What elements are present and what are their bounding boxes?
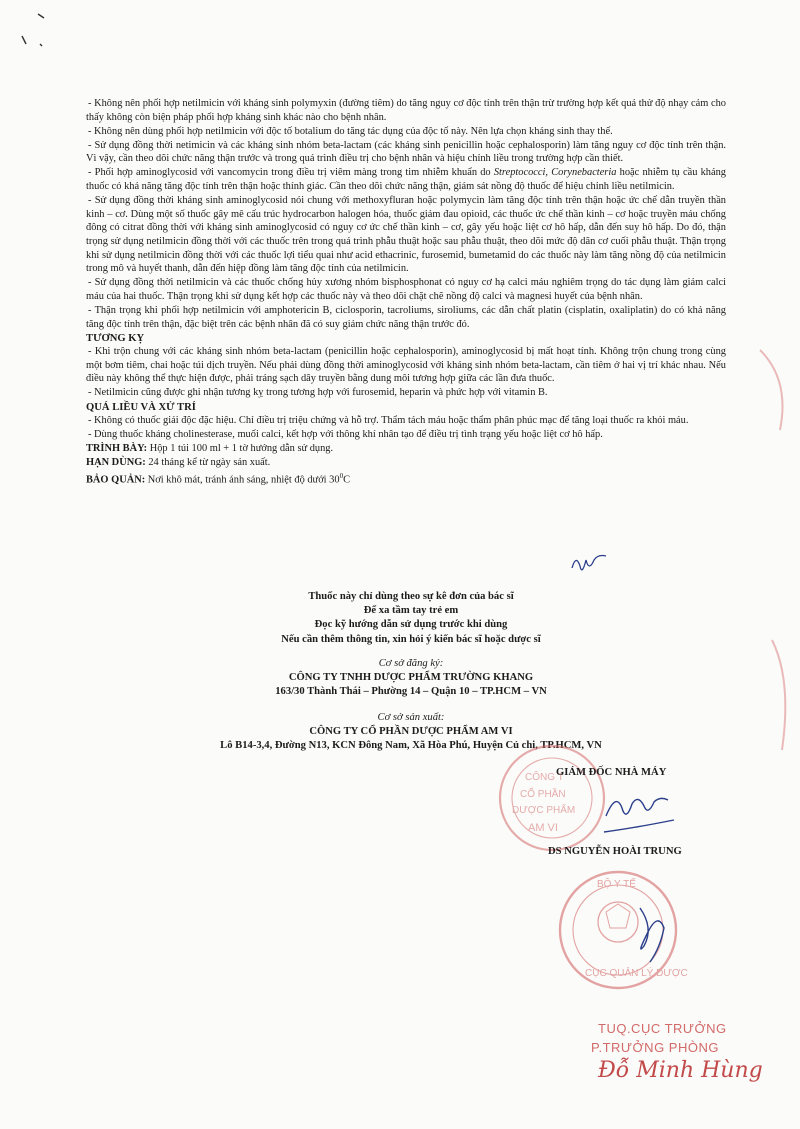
- incompatibility-beta-lactam: - Khi trộn chung với các kháng sinh nhóm beta-lactam (penicillin hoặc cephalosporin), aminoglycosid bị mất hoạt tính. Không trộn chung trong cùng một bơm tiêm, chai hoặc túi dịch truyền. Nếu phải dùng đồng thời aminoglycosid với kháng sinh nhóm beta-lactam, cần tiêm ở hai vị trí khác nhau. Nếu điều này không thể thực hiện được, phải tráng sạch dây truyền bằng dung môi tương hợp giữa các lần đưa thuốc.: [86, 346, 726, 385]
- interaction-polymyxin: - Không nên phối hợp netilmicin với kháng sinh polymyxin (đường tiêm) do tăng nguy cơ độc tính trên thận trừ trường hợp kết quả thử độ nhạy cảm cho thấy không còn biện pháp phối hợp kháng sinh khác nào cho bệnh nhân.: [86, 98, 726, 123]
- manufacturer-label: Cơ sở sản xuất:: [377, 712, 445, 723]
- svg-text:CÔNG T: CÔNG T: [525, 772, 564, 783]
- svg-text:CỤC QUẢN LÝ DƯỢC: CỤC QUẢN LÝ DƯỢC: [585, 968, 688, 979]
- director-signature: [604, 798, 674, 832]
- factory-director-name: DS NGUYỄN HOÀI TRUNG: [548, 846, 682, 857]
- interaction-methoxyfluran: - Sử dụng đồng thời kháng sinh aminoglycosid nói chung với methoxyfluran hoặc polymycin làm tăng độc tính trên thận hoặc ức chế dẫn truyền thần kinh – cơ. Dùng một số thuốc gây mê cấu trúc hydrocarbon halogen hóa, thuốc giảm đau opioid, các thuốc ức chế thần kinh – cơ hoặc truyền máu chống đông có citrat đồng thời với kháng sinh aminoglycosid có nguy cơ ức chế thần kinh – cơ, gây yếu hoặc liệt cơ hô hấp, dẫn đến suy hô hấp. Do đó, thận trọng sử dụng netilmicin đồng thời với các thuốc trên trong quá trình phẫu thuật hoặc sau phẫu thuật, theo dõi mức độ dãn cơ cuối phẫu thuật. Thận trọng khi sử dụng netilmicin đồng thời với các thuốc lợi tiểu quai như acid ethacrinic, furosemid, bumetamid do các thuốc này làm tăng nồng độ của netilmicin trong mô và huyết thanh, dẫn đến hiệp đồng làm tăng độc tính của netilmicin.: [86, 195, 726, 275]
- agency-stamp: [560, 872, 688, 988]
- svg-text:BỘ Y TẾ: BỘ Y TẾ: [597, 879, 636, 890]
- interaction-beta-lactam: - Sử dụng đồng thời netimicin và các kháng sinh nhóm beta-lactam (các kháng sinh penicillin hoặc cephalosporin) làm tăng nguy cơ độc tính trên thận. Vì vậy, cần theo dõi chức năng thận trước và trong quá trình điều trị cho bệnh nhân và hiệu chỉnh liều trong trường hợp cần thiết.: [86, 139, 726, 165]
- registrant-label: Cơ sở đăng ký:: [378, 658, 444, 669]
- overdose-no-antidote: - Không có thuốc giải độc đặc hiệu. Chỉ điều trị triệu chứng và hỗ trợ. Thẩm tách máu hoặc thẩm phân phúc mạc để tăng loại thuốc ra khỏi máu.: [88, 415, 689, 427]
- heading-qua-lieu: QUÁ LIỀU VÀ XỬ TRÍ: [86, 401, 196, 413]
- approval-name: Đỗ Minh Hùng: [598, 1058, 763, 1083]
- heading-tuong-ky: TƯƠNG KỴ: [86, 332, 145, 344]
- prescription-notice: Thuốc này chỉ dùng theo sự kê đơn của bác sĩ Để xa tầm tay trẻ em Đọc kỹ hướng dẫn sử dụng trước khi dùng Nếu cần thêm thông tin, xin hỏi ý kiến bác sĩ hoặc dược sĩ: [281, 591, 541, 645]
- incompatibility-furosemid: - Netilmicin cũng được ghi nhận tương kỵ trong tương hợp với furosemid, heparin và phức hợp với vitamin B.: [88, 387, 548, 399]
- interaction-botalium: - Không nên dùng phối hợp netilmicin với độc tố botalium do tăng tác dụng của độc tố này. Nên lựa chọn kháng sinh thay thế.: [88, 125, 613, 137]
- storage-line: BẢO QUẢN: Nơi khô mát, tránh ánh sáng, nhiệt độ dưới $30^0C$: [86, 471, 350, 485]
- manufacturer-name: CÔNG TY CỔ PHẦN DƯỢC PHẨM AM VI: [309, 726, 513, 738]
- expiry-line: HẠN DÙNG: 24 tháng kể từ ngày sản xuất.: [86, 456, 271, 468]
- interaction-amphotericin: - Thận trọng khi phối hợp netilmicin với amphotericin B, ciclosporin, tacroliums, siroliums, các dẫn chất platin (cisplatin, oxaliplatin) do có khả năng tăng độc tính trên thận, đặc biệt trên các bệnh nhân đã có suy giảm chức năng thận trước đó.: [86, 304, 726, 330]
- registrant-address: 163/30 Thành Thái – Phường 14 – Quận 10 – TP.HCM – VN: [275, 686, 547, 698]
- company-stamp: [500, 746, 604, 850]
- registrant-name: CÔNG TY TNHH DƯỢC PHẨM TRƯỜNG KHANG: [288, 672, 534, 684]
- svg-text:AM VI: AM VI: [528, 822, 558, 834]
- interaction-bisphosphonat: - Sử dụng đồng thời netilmicin và các thuốc chống hủy xương nhóm bisphosphonat có nguy cơ hạ calci máu nghiêm trọng do tác dụng làm giảm calci máu của hai thuốc. Thận trọng khi sử dụng kết hợp các thuốc này và theo dõi chặt chẽ nồng độ calci và magnesi huyết của bệnh nhân.: [86, 277, 726, 302]
- manufacturer-address: Lô B14-3,4, Đường N13, KCN Đông Nam, Xã Hòa Phú, Huyện Củ chi, TP.HCM, VN: [220, 740, 602, 752]
- approval-line-1: TUQ.CỤC TRƯỞNG: [598, 1021, 727, 1036]
- interaction-vancomycin: - Phối hợp aminoglycosid với vancomycin trong điều trị viêm màng trong tim nhiễm khuẩn do Streptococci, Corynebacteria hoặc nhiễm tụ cầu kháng thuốc có khả năng tăng độc tính trên thận hoặc thính giác. Cần theo dõi chức năng thận, giám sát nồng độ thuốc để hiệu chỉnh liều netilmicin.: [86, 167, 726, 193]
- svg-text:DƯỢC PHẨM: DƯỢC PHẨM: [512, 805, 576, 816]
- overdose-cholinesterase: - Dùng thuốc kháng cholinesterase, muối calci, kết hợp với thông khí nhân tạo để điều trị tình trạng yếu hoặc liệt cơ hô hấp.: [88, 429, 603, 441]
- approval-line-2: P.TRƯỞNG PHÒNG: [591, 1040, 719, 1055]
- factory-director-title: GIÁM ĐỐC NHÀ MÁY: [556, 767, 667, 778]
- svg-text:CỔ PHẦN: CỔ PHẦN: [520, 789, 566, 800]
- edge-stamp-marks: [760, 350, 785, 750]
- presentation-line: TRÌNH BÀY: Hộp 1 túi 100 ml + 1 tờ hướng dẫn sử dụng.: [86, 443, 334, 455]
